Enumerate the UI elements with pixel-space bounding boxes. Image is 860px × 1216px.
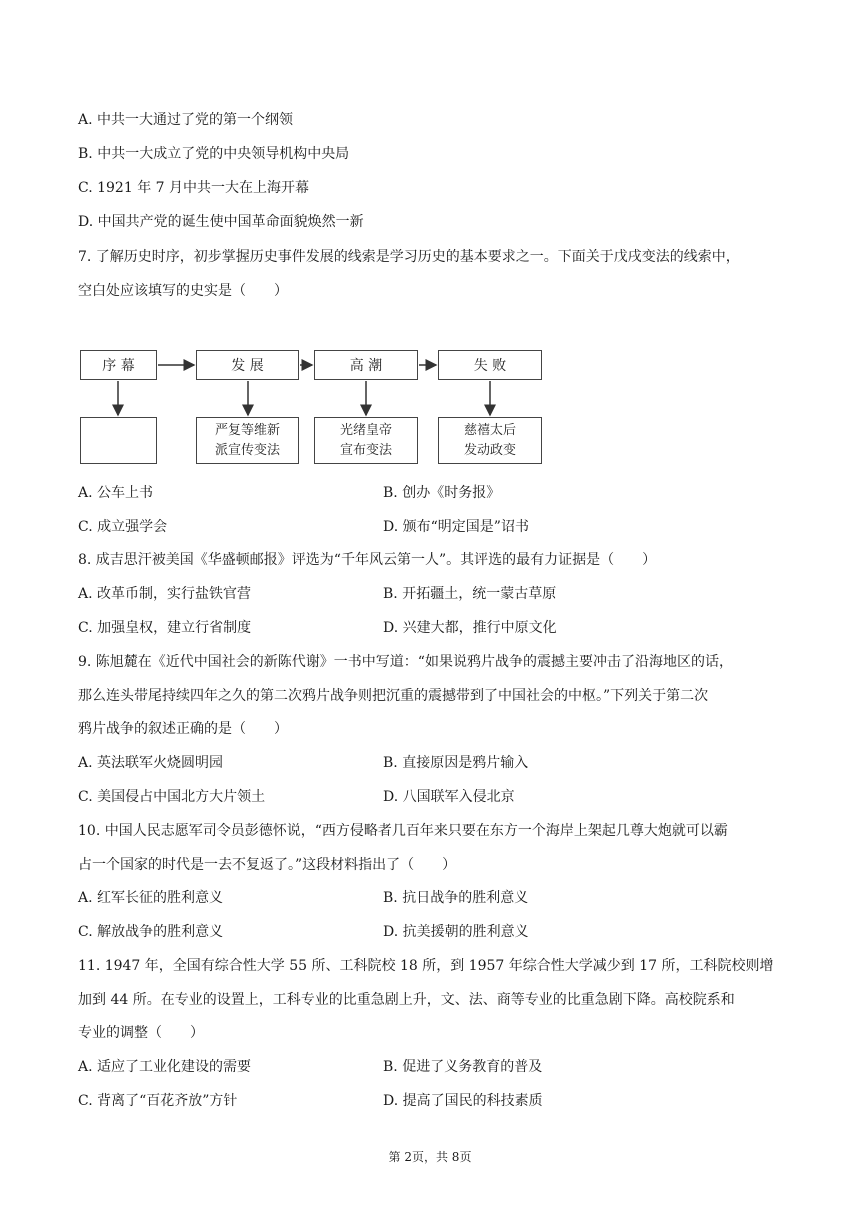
q10-stem-line1: 10. 中国人民志愿军司令员彭德怀说，“西方侵略者几百年来只要在东方一个海岸上架起几尊大炮就可以霸 bbox=[78, 823, 728, 839]
event-failure-line2: 发动政变 bbox=[463, 442, 516, 458]
q11-option-a: A. 适应了工业化建设的需要 bbox=[78, 1059, 252, 1075]
q9-option-d: D. 八国联军入侵北京 bbox=[383, 789, 515, 805]
event-development-line1: 严复等维新 bbox=[214, 422, 280, 438]
page-footer: 第 2页，共 8页 bbox=[388, 1150, 472, 1164]
q6-option-a: A. 中共一大通过了党的第一个纲领 bbox=[78, 112, 294, 128]
q9-stem-line3: 鸦片战争的叙述正确的是（ ） bbox=[78, 721, 288, 737]
q11-stem-line1: 11. 1947 年，全国有综合性大学 55 所、工科院校 18 所，到 1957 年综合性大学减少到 17 所，工科院校则增 bbox=[78, 958, 774, 974]
event-development-box bbox=[196, 417, 299, 464]
q8-stem: 8. 成吉思汗被美国《华盛顿邮报》评选为“千年风云第一人”。其评选的最有力证据是（ ） bbox=[78, 552, 657, 568]
event-blank-box bbox=[80, 417, 157, 464]
stage-prelude: 序 幕 bbox=[80, 350, 157, 380]
q7-stem-line2: 空白处应该填写的史实是（ ） bbox=[78, 283, 288, 299]
event-failure-box bbox=[438, 417, 542, 464]
q7-stem-line1: 7. 了解历史时序，初步掌握历史事件发展的线索是学习历史的基本要求之一。下面关于戊戌变法的线索中， bbox=[78, 249, 740, 265]
q11-option-d: D. 提高了国民的科技素质 bbox=[383, 1093, 543, 1109]
q8-option-d: D. 兴建大都，推行中原文化 bbox=[383, 620, 557, 636]
q7-option-c: C. 成立强学会 bbox=[78, 519, 168, 535]
q7-flowchart bbox=[78, 350, 548, 465]
stage-climax: 高 潮 bbox=[314, 350, 418, 380]
q7-option-b: B. 创办《时务报》 bbox=[383, 485, 501, 501]
q7-option-d: D. 颁布“明定国是”诏书 bbox=[383, 519, 529, 535]
event-climax-line1: 光绪皇帝 bbox=[339, 422, 392, 438]
q10-option-c: C. 解放战争的胜利意义 bbox=[78, 924, 224, 940]
q8-option-b: B. 开拓疆土，统一蒙古草原 bbox=[383, 586, 557, 602]
q11-stem-line3: 专业的调整（ ） bbox=[78, 1025, 204, 1041]
q9-option-a: A. 英法联军火烧圆明园 bbox=[78, 755, 224, 771]
q9-option-c: C. 美国侵占中国北方大片领土 bbox=[78, 789, 266, 805]
q8-option-c: C. 加强皇权，建立行省制度 bbox=[78, 620, 252, 636]
q6-option-b: B. 中共一大成立了党的中央领导机构中央局 bbox=[78, 146, 350, 162]
event-climax-line2: 宣布变法 bbox=[339, 442, 392, 458]
q11-stem-line2: 加到 44 所。在专业的设置上，工科专业的比重急剧上升，文、法、商等专业的比重急剧下降。高校院系和 bbox=[78, 992, 735, 1008]
q10-option-a: A. 红军长征的胜利意义 bbox=[78, 890, 224, 906]
event-climax-box bbox=[314, 417, 418, 464]
stage-development: 发 展 bbox=[196, 350, 299, 380]
q11-option-c: C. 背离了“百花齐放”方针 bbox=[78, 1093, 238, 1109]
q10-option-b: B. 抗日战争的胜利意义 bbox=[383, 890, 529, 906]
event-failure-line1: 慈禧太后 bbox=[463, 422, 516, 438]
stage-failure: 失 败 bbox=[438, 350, 542, 380]
q9-option-b: B. 直接原因是鸦片输入 bbox=[383, 755, 529, 771]
event-development-line2: 派宣传变法 bbox=[214, 442, 280, 458]
q8-option-a: A. 改革币制，实行盐铁官营 bbox=[78, 586, 252, 602]
q6-option-d: D. 中国共产党的诞生使中国革命面貌焕然一新 bbox=[78, 214, 364, 230]
q11-option-b: B. 促进了义务教育的普及 bbox=[383, 1059, 543, 1075]
q7-option-a: A. 公车上书 bbox=[78, 485, 154, 501]
q9-stem-line2: 那么连头带尾持续四年之久的第二次鸦片战争则把沉重的震撼带到了中国社会的中枢。”下列关于第二次 bbox=[78, 688, 709, 704]
q9-stem-line1: 9. 陈旭麓在《近代中国社会的新陈代谢》一书中写道：“如果说鸦片战争的震撼主要冲击了沿海地区的话， bbox=[78, 654, 733, 670]
q6-option-c: C. 1921 年 7 月中共一大在上海开幕 bbox=[78, 180, 309, 196]
q10-stem-line2: 占一个国家的时代是一去不复返了。”这段材料指出了（ ） bbox=[78, 857, 457, 873]
q10-option-d: D. 抗美援朝的胜利意义 bbox=[383, 924, 529, 940]
